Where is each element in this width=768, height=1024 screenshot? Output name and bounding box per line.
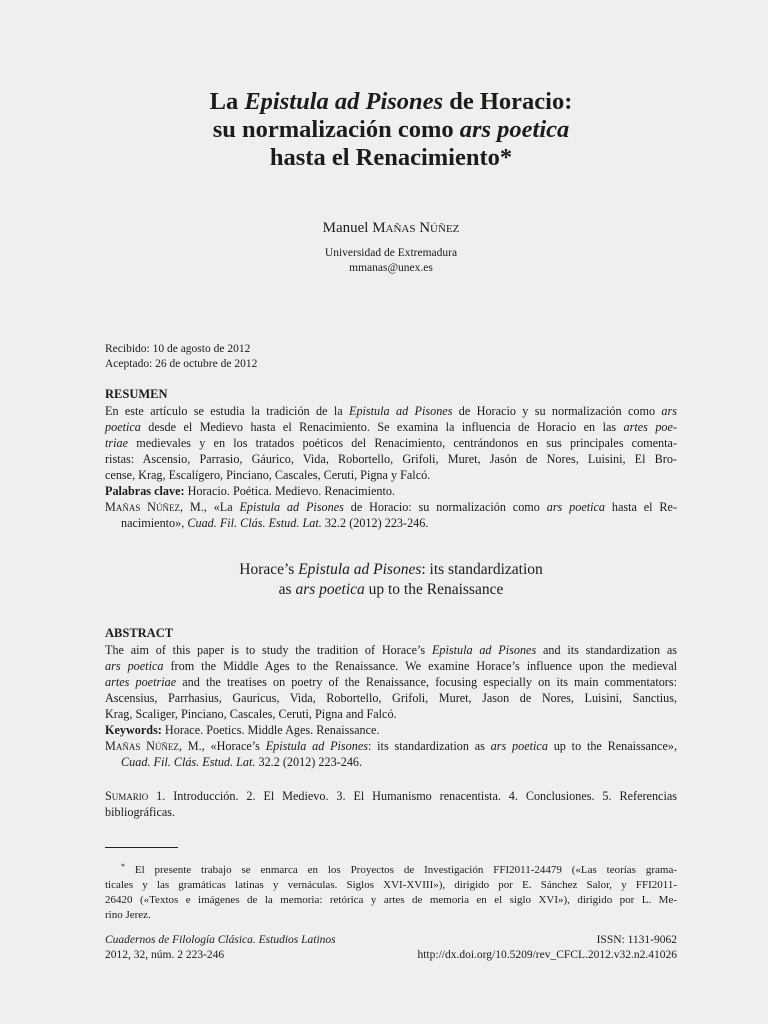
accepted-date: Aceptado: 26 de octubre de 2012 — [105, 358, 258, 370]
abstract-line: artes poetriae and the treatises on poetry of the Renaissance, focusing especially on its main commentators: — [105, 675, 677, 689]
footnote-mark: * — [121, 862, 125, 871]
article-title — [105, 88, 677, 172]
author-name: Manuel Mañas Núñez — [322, 220, 460, 236]
author-affiliation — [105, 246, 677, 276]
resumen-citation: Mañas Núñez, M., «La Epistula ad Pisones de Horacio: su normalización como ars poetica hasta el Re- nacimiento», Cuad. Fil. Clás. Estud. Lat. 32.2 (2012) 223-246. — [105, 500, 678, 530]
author-email: mmanas@unex.es — [349, 262, 433, 274]
resumen-heading: RESUMEN — [105, 387, 168, 401]
palabras-clave: Palabras clave: Horacio. Poética. Medievo. Renacimiento. — [105, 484, 396, 498]
resumen-line: cense, Krag, Escalígero, Pinciano, Cascales, Ceruti, Pigna y Falcó. — [105, 468, 431, 482]
sumario: Sumario 1. Introducción. 2. El Medievo. 3. El Humanismo renacentista. 4. Conclusiones. 5. Referencias bibliográficas. — [105, 789, 677, 819]
footer-journal: Cuadernos de Filología Clásica. Estudios Latinos — [105, 934, 336, 946]
abstract-citation: Mañas Núñez, M., «Horace’s Epistula ad Pisones: its standardization as ars poetica up to the Renaissance», Cuad. Fil. Clás. Estud. Lat. 32.2 (2012) 223-246. — [105, 739, 678, 769]
affiliation: Universidad de Extremadura — [324, 247, 458, 259]
title-line-1: La Epistula ad Pisones de Horacio: — [209, 88, 573, 115]
resumen-section — [105, 403, 677, 531]
resumen-line: triae medievales y en los tratados poéticos del Renacimiento, centrándonos en sus principales comenta- — [105, 436, 677, 450]
title-line-2: su normalización como ars poetica — [212, 116, 570, 143]
submission-dates — [105, 342, 677, 372]
title-line-3: hasta el Renacimiento* — [269, 144, 513, 171]
abstract-heading: ABSTRACT — [105, 626, 174, 640]
english-title: Horace’s Epistula ad Pisones: its standardization as ars poetica up to the Renaissance — [239, 561, 543, 598]
abstract-line: Krag, Scaliger, Pinciano, Cascales, Ceruti, Pigna and Falcó. — [105, 707, 397, 721]
footnote: * El presente trabajo se enmarca en los Proyectos de Investigación FFI2011-24479 («Las teorías grama- ticales y las gramáticas latinas y vernáculas. Siglos XVI-XVIII»), dirigido por E. Sánchez Salor, y FFI2011- 26420 («Textos e imágenes de la memoria: retórica y artes de memoria en el siglo XVI»), dirigido por L. Me- rino Jerez. — [105, 862, 677, 921]
footer-issue: 2012, 32, núm. 2 223-246 — [105, 949, 225, 961]
abstract-section — [105, 642, 677, 770]
received-date: Recibido: 10 de agosto de 2012 — [105, 343, 251, 355]
resumen-line: ristas: Ascensio, Parrasio, Gáurico, Vida, Robortello, Grifoli, Muret, Jasón de Nores, Luisini, El Bro- — [105, 452, 677, 466]
resumen-line: En este artículo se estudia la tradición de la Epistula ad Pisones de Horacio y su normalización como ars — [105, 404, 678, 418]
footer-issn: ISSN: 1131-9062 — [596, 934, 677, 946]
abstract-line: ars poetica from the Middle Ages to the Renaissance. We examine Horace’s influence upon the medieval — [105, 659, 678, 673]
footnote-rule — [105, 847, 178, 848]
resumen-line: poetica desde el Medievo hasta el Renacimiento. Se examina la influencia de Horacio en las artes poe- — [105, 420, 677, 434]
abstract-line: Ascensius, Parrhasius, Gauricus, Vida, Robortello, Grifoli, Muret, Jason de Nores, Luisini, Sanctius, — [105, 691, 677, 705]
abstract-line: The aim of this paper is to study the tradition of Horace’s Epistula ad Pisones and its standardization as — [105, 643, 677, 657]
keywords: Keywords: Horace. Poetics. Middle Ages. Renaissance. — [105, 723, 380, 737]
footer-doi-link[interactable]: http://dx.doi.org/10.5209/rev_CFCL.2012.v32.n2.41026 — [417, 949, 677, 961]
